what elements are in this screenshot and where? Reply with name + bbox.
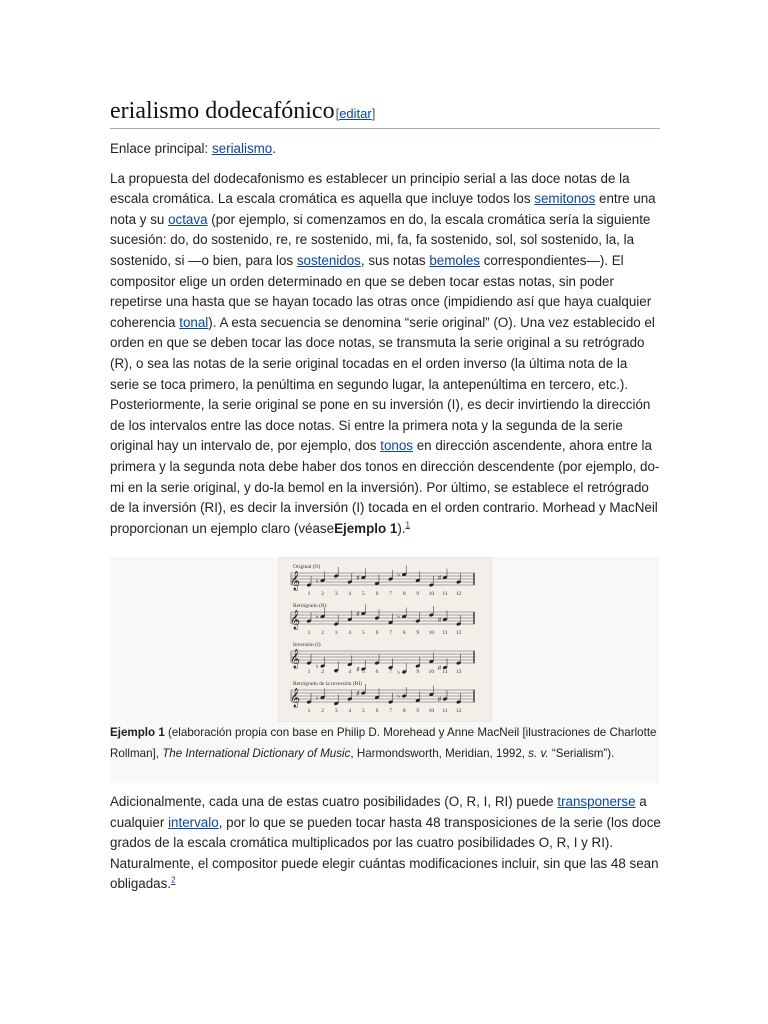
note-number: 8 [402, 630, 406, 636]
note-number: 11 [442, 630, 448, 636]
staff-label: Retrógrado (R) [293, 603, 327, 609]
note-number: 12 [455, 591, 462, 597]
note-number: 5 [362, 630, 365, 636]
edit-bracket-close: ] [371, 106, 376, 121]
note-number: 11 [442, 591, 448, 597]
p1-text-6: ). A esta secuencia se denomina “serie original” (O). Una vez establecido el orden en que se deben tocar las doce notas, se transmuta la serie original a su retrógrado (R), o sea las notas de la serie original tocadas en el orden inverso (la última nota de la serie se toca primero, la penúltima en segundo lugar, la antepenúltima en tercero, etc.). Posteriormente, la serie original se pone en su inversión (I), es decir invirtiendo la dirección de los intervalos entre las doce notas. Si entre la primera nota y la segunda de la serie original hay un intervalo de, por ejemplo, dos [110, 314, 655, 454]
link-transponerse[interactable]: transponerse [557, 794, 636, 809]
caption-italic-2: s. v. [528, 746, 549, 760]
note-number: 3 [334, 591, 338, 597]
staff-label: Retrógrado de la inversión (RI) [293, 681, 363, 687]
section-title: erialismo dodecafónico [110, 98, 335, 124]
caption-text-2: , Harmondsworth, Meridian, 1992, [350, 746, 529, 760]
note-number: 7 [389, 708, 392, 714]
note-number: 11 [442, 669, 448, 675]
note-number: 9 [416, 669, 420, 675]
accidental-sign: ♭ [397, 694, 401, 700]
caption-text-3: “Serialism”). [548, 746, 615, 760]
accidental-sign: ♯ [438, 617, 441, 624]
note-number: 6 [375, 591, 379, 597]
treble-clef-icon: 𝄞 [290, 688, 301, 708]
p2-text-1: Adicionalmente, cada una de estas cuatro posibilidades (O, R, I, RI) puede [110, 794, 558, 809]
link-serialismo[interactable]: serialismo [211, 141, 273, 156]
figure-ejemplo-1 [110, 557, 659, 783]
accidental-sign: ♭ [397, 670, 401, 676]
ejemplo-1-bold: Ejemplo 1 [334, 520, 398, 536]
note-number: 5 [362, 591, 365, 597]
note-number: 1 [307, 630, 311, 636]
score-svg [279, 558, 491, 721]
accidental-sign: ♯ [438, 697, 441, 703]
hatnote-suffix: . [272, 141, 276, 156]
accidental-sign: ♯ [356, 575, 360, 582]
hatnote-prefix: Enlace principal: [110, 141, 212, 156]
link-bemoles[interactable]: bemoles [429, 252, 480, 268]
link-intervalo[interactable]: intervalo [168, 814, 219, 830]
section-heading [110, 96, 660, 129]
link-sostenidos[interactable]: sostenidos [296, 252, 361, 268]
p1-text-1: La propuesta del dodecafonismo es establecer un principio serial a las doce notas de la escala cromática. La escala cromática es aquella que incluye todos los [110, 170, 630, 207]
p1-text-4: , sus notas [360, 252, 430, 268]
p1-text-8: ). [397, 520, 406, 536]
note-number: 10 [428, 591, 435, 597]
note-number: 7 [389, 669, 392, 675]
note-number: 4 [348, 630, 352, 636]
figure-caption [110, 723, 659, 764]
note-number: 9 [416, 591, 420, 597]
note-number: 6 [375, 708, 379, 714]
article-content [110, 96, 660, 539]
p1-text-3: (por ejemplo, si comenzamos en do, la escala cromática sería la siguiente sucesión: do, do sostenido, re, re sostenido, mi, fa, fa sostenido, sol, sol sostenido, la, la sostenido, si —o bien, para los [110, 211, 651, 268]
link-octava[interactable]: octava [168, 211, 208, 227]
staff-label: Inversión (I) [293, 642, 321, 648]
accidental-sign: ♯ [438, 665, 441, 672]
accidental-sign: ♭ [315, 664, 319, 670]
accidental-sign: ♭ [397, 572, 401, 579]
note-number: 10 [428, 669, 435, 675]
note-number: 8 [402, 669, 406, 675]
reference-2[interactable]: 2 [171, 875, 176, 885]
note-number: 9 [416, 708, 420, 714]
link-semitonos[interactable]: semitonos [534, 191, 596, 207]
caption-bold: Ejemplo 1 [110, 726, 165, 739]
link-tonos[interactable]: tonos [380, 438, 413, 454]
edit-link[interactable]: editar [339, 106, 372, 121]
treble-clef-icon: 𝄞 [290, 649, 301, 669]
accidental-sign: ♭ [397, 614, 401, 621]
note-number: 10 [428, 630, 435, 636]
hatnote [110, 139, 660, 160]
note-number: 2 [321, 630, 324, 636]
note-number: 5 [362, 669, 365, 675]
note-number: 6 [375, 669, 379, 675]
note-number: 3 [334, 708, 338, 714]
staff-label: Original (O) [293, 564, 321, 570]
accidental-sign: ♯ [356, 691, 360, 697]
treble-clef-icon: 𝄞 [290, 610, 301, 630]
note-number: 6 [375, 630, 379, 636]
note-number: 1 [307, 708, 311, 714]
edit-bracket-open: [ [335, 106, 340, 121]
accidental-sign: ♯ [438, 575, 441, 582]
note-number: 3 [334, 669, 338, 675]
caption-italic-1: The International Dictionary of Music [162, 746, 351, 760]
note-number: 7 [389, 630, 392, 636]
note-number: 11 [442, 708, 448, 714]
music-score-image [278, 557, 492, 722]
note-number: 2 [321, 708, 324, 714]
note-number: 12 [455, 630, 462, 636]
note-number: 8 [402, 591, 406, 597]
note-number: 1 [307, 591, 311, 597]
note-number: 12 [455, 708, 462, 714]
note-number: 4 [348, 708, 352, 714]
note-number: 3 [334, 630, 338, 636]
accidental-sign: ♯ [356, 667, 360, 673]
note-number: 5 [362, 708, 365, 714]
paragraph-1 [110, 169, 660, 540]
paragraph-2 [110, 792, 663, 895]
p1-text-5: correspondientes—). El compositor elige un orden determinado en que se deben tocar estas notas, sin poder repetirse una hasta que se hayan tocado las otras once (impidiendo así que haya cualquier coherencia [110, 252, 652, 330]
edit-section [336, 106, 376, 121]
reference-1[interactable]: 1 [405, 520, 410, 530]
accidental-sign: ♯ [356, 611, 360, 618]
note-number: 10 [428, 708, 435, 714]
p1-text-7: en dirección ascendente, ahora entre la primera y la segunda nota debe haber dos tonos en dirección descendente (por ejemplo, do-mi en la serie original, y do-la bemol en la inversión). Por último, se establece el retrógrado de la inversión (RI), es decir la inversión (I) tocada en el orden contrario. Morhead y MacNeil proporcionan un ejemplo claro (véase [110, 438, 660, 536]
p2-text-3: , por lo que se pueden tocar hasta 48 transposiciones de la serie (los doce grados de la escala cromática multiplicados por las cuatro posibilidades O, R, I y RI). Naturalmente, el compositor puede elegir cuántas modificaciones incluir, sin que las 48 sean obligadas. [110, 814, 661, 892]
accidental-sign: ♭ [315, 578, 319, 585]
p1-text-2: entre una nota y su [110, 191, 656, 227]
link-tonal[interactable]: tonal [179, 314, 209, 330]
note-number: 8 [402, 708, 406, 714]
caption-text-1: (elaboración propia con base en Philip D. Morehead y Anne MacNeil [ilustraciones de Charlotte Rollman], [110, 726, 657, 760]
note-number: 2 [321, 591, 324, 597]
accidental-sign: ♭ [315, 614, 319, 621]
note-number: 4 [348, 669, 352, 675]
note-number: 12 [455, 669, 462, 675]
treble-clef-icon: 𝄞 [290, 571, 301, 591]
note-number: 2 [321, 669, 324, 675]
note-number: 9 [416, 630, 420, 636]
note-number: 7 [389, 591, 392, 597]
note-number: 1 [307, 669, 311, 675]
p2-text-2: a cualquier [110, 794, 647, 830]
note-number: 4 [348, 591, 352, 597]
accidental-sign: ♭ [315, 695, 319, 702]
